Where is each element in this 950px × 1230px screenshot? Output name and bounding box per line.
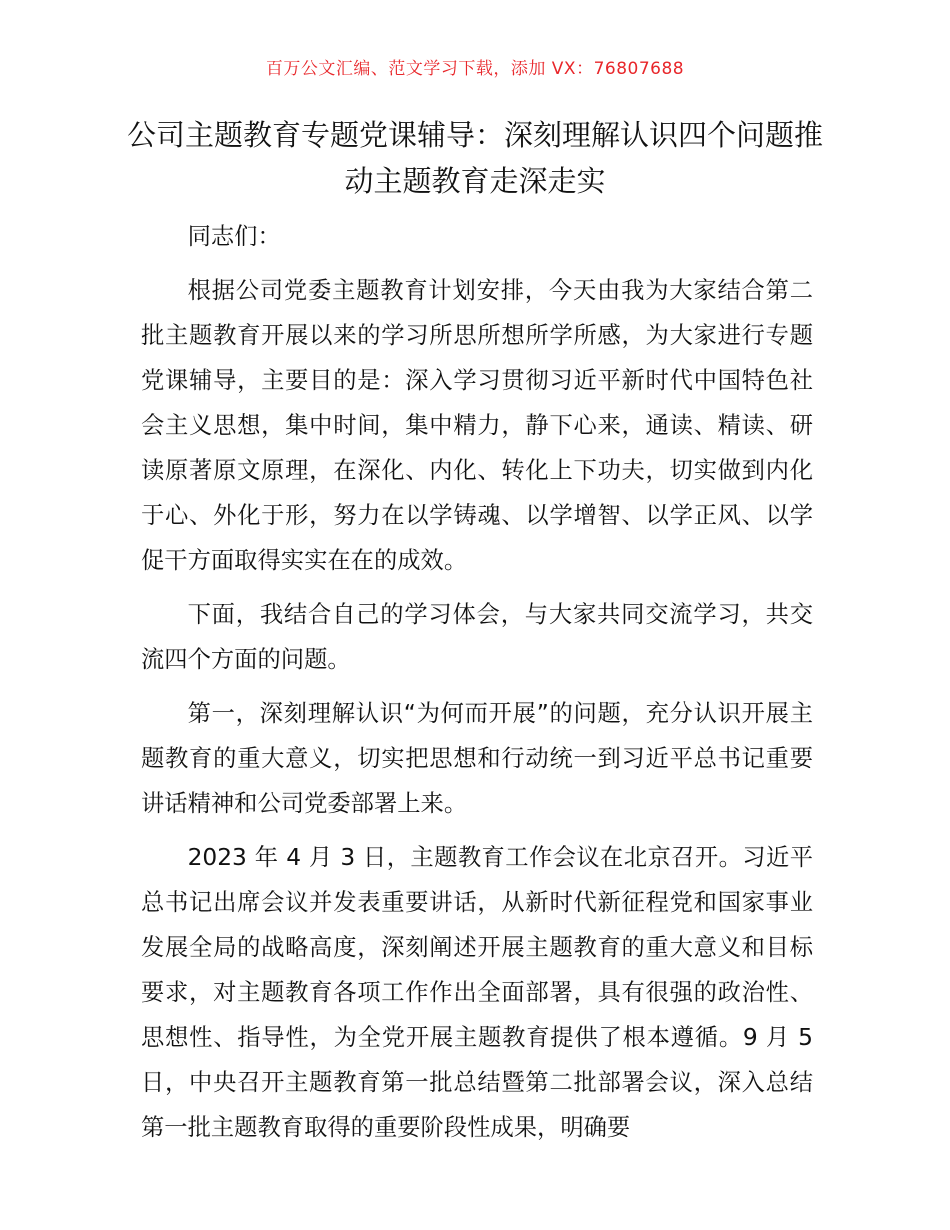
paragraph-intro: 根据公司党委主题教育计划安排，今天由我为大家结合第二批主题教育开展以来的学习所思所想所学所感，为大家进行专题党课辅导，主要目的是：深入学习贯彻习近平新时代中国特色社会主义思想，集中时间，集中精力，静下心来，通读、精读、研读原著原文原理，在深化、内化、转化上下功夫，切实做到内化于心、外化于形，努力在以学铸魂、以学增智、以学正风、以学促干方面取得实实在在的成效。 — [141, 277, 813, 574]
paragraph-overview: 下面，我结合自己的学习体会，与大家共同交流学习，共交流四个方面的问题。 — [141, 601, 813, 673]
watermark-header: 百万公文汇编、范文学习下载，添加 VX：76807688 — [265, 59, 685, 79]
document-title: 公司主题教育专题党课辅导：深刻理解认识四个问题推动主题教育走深走实 — [126, 118, 823, 198]
paragraph-point-one: 第一，深刻理解认识“为何而开展”的问题，充分认识开展主题教育的重大意义，切实把思想和行动统一到习近平总书记重要讲话精神和公司党委部署上来。 — [141, 700, 813, 817]
paragraph-background: 2023 年 4 月 3 日，主题教育工作会议在北京召开。习近平总书记出席会议并发表重要讲话，从新时代新征程党和国家事业发展全局的战略高度，深刻阐述开展主题教育的重大意义和目标要求，对主题教育各项工作作出全面部署，具有很强的政治性、思想性、指导性，为全党开展主题教育提供了根本遵循。9 月 5 日，中央召开主题教育第一批总结暨第二批部署会议，深入总结第一批主题教育取得的重要阶段性成果，明确要 — [141, 844, 813, 1141]
document-body — [141, 214, 813, 1159]
salutation: 同志们： — [187, 223, 281, 250]
